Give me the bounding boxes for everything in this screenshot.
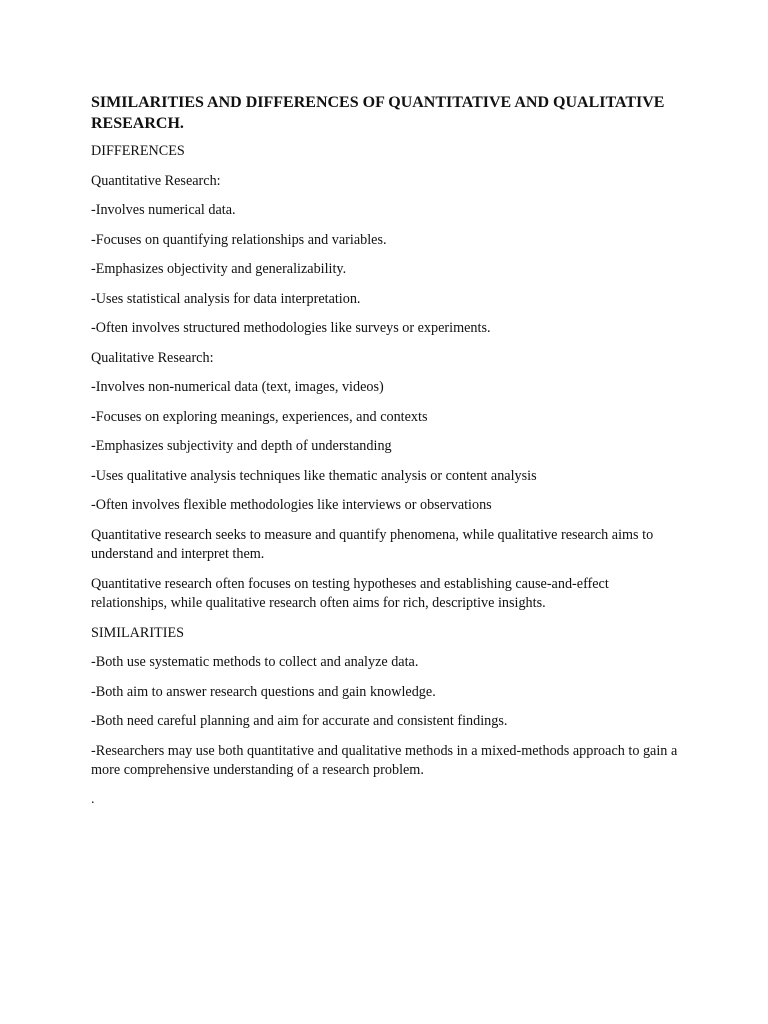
document-page: [91, 92, 681, 809]
trailing-mark: .: [91, 791, 95, 807]
list-item: -Involves numerical data.: [91, 202, 236, 218]
list-item: -Uses qualitative analysis techniques like thematic analysis or content analysis: [91, 467, 537, 484]
list-item: -Both aim to answer research questions and gain knowledge.: [91, 683, 436, 700]
section-heading-similarities: SIMILARITIES: [91, 624, 185, 641]
subheading-qualitative-research: Qualitative Research:: [91, 349, 214, 366]
list-item: -Involves non-numerical data (text, images, videos): [91, 379, 384, 395]
list-item: -Focuses on exploring meanings, experiences, and contexts: [91, 408, 428, 425]
list-item: -Emphasizes objectivity and generalizability.: [91, 261, 347, 277]
body-paragraph: Quantitative research seeks to measure and quantify phenomena, while qualitative research aims to understand and interpret them.: [91, 526, 654, 562]
list-item: -Both use systematic methods to collect and analyze data.: [91, 654, 419, 670]
list-item: -Often involves structured methodologies like surveys or experiments.: [91, 320, 491, 336]
document-title: SIMILARITIES AND DIFFERENCES OF QUANTITATIVE AND QUALITATIVE RESEARCH.: [91, 94, 665, 132]
section-heading-differences: DIFFERENCES: [91, 143, 185, 159]
list-item: -Both need careful planning and aim for accurate and consistent findings.: [91, 713, 508, 729]
list-item: -Focuses on quantifying relationships and variables.: [91, 231, 387, 248]
list-item: -Often involves flexible methodologies like interviews or observations: [91, 497, 492, 513]
subheading-quantitative-research: Quantitative Research:: [91, 172, 221, 189]
list-item: -Emphasizes subjectivity and depth of understanding: [91, 438, 392, 454]
list-item: -Researchers may use both quantitative and qualitative methods in a mixed-methods approach to gain a more comprehensive understanding of a research problem.: [91, 742, 678, 778]
list-item: -Uses statistical analysis for data interpretation.: [91, 290, 361, 307]
body-paragraph: Quantitative research often focuses on testing hypotheses and establishing cause-and-effect relationships, while qualitative research often aims for rich, descriptive insights.: [91, 575, 609, 611]
